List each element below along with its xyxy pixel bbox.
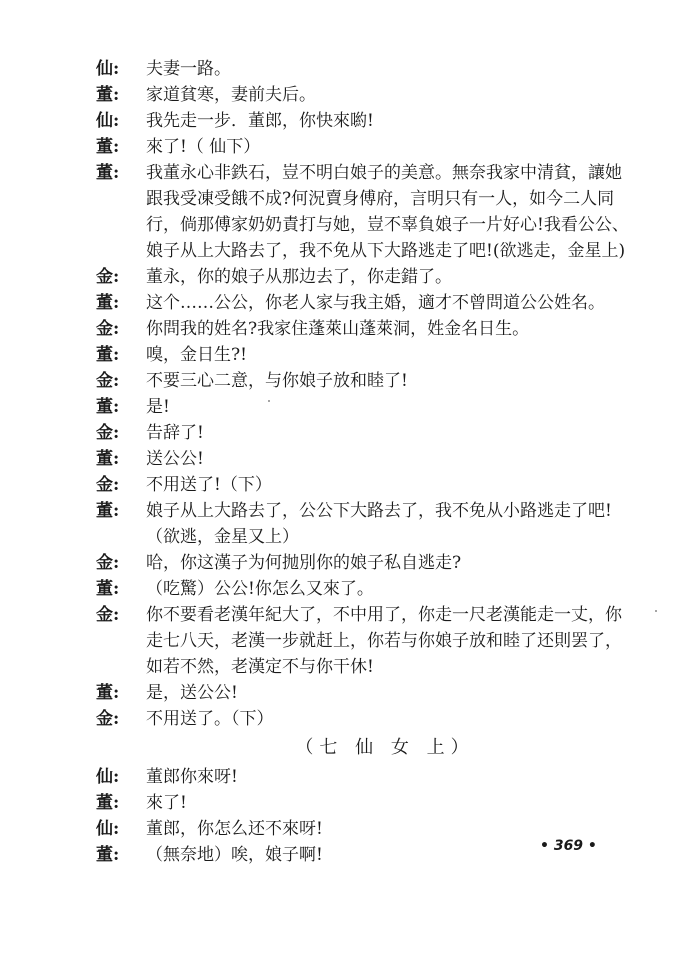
dialogue-text: [146, 680, 626, 706]
text-line: 不用送了!（下）: [146, 475, 272, 495]
dialogue-line: [96, 602, 626, 680]
scan-speck: [655, 610, 657, 612]
dialogue-line: [96, 56, 626, 82]
dialogue-block-1: [96, 56, 629, 732]
speaker-label: 董:: [96, 345, 120, 365]
dialogue-line: [96, 446, 626, 472]
dialogue-text: [146, 550, 626, 576]
text-line: 如若不然，老漢定不与你干休!: [146, 657, 374, 677]
dialogue-text: [146, 446, 626, 472]
speaker-label: 仙:: [96, 767, 120, 787]
speaker-label: 董:: [96, 845, 120, 865]
text-line: 董郎，你怎么还不來呀!: [146, 819, 323, 839]
dialogue-line: [96, 498, 626, 550]
text-line: 是!: [146, 397, 170, 417]
dialogue-line: [96, 264, 626, 290]
dialogue-text: [146, 134, 626, 160]
text-line: 不要三心二意，与你娘子放和睦了!: [146, 371, 408, 391]
text-line: 夫妻一路。: [146, 59, 231, 79]
speaker-label: 董:: [96, 397, 120, 417]
speaker-label: 董:: [96, 85, 120, 105]
speaker-label: 金:: [96, 475, 120, 495]
text-line: 來了!: [146, 793, 187, 813]
speaker-label: 董:: [96, 579, 120, 599]
dialogue-text: [146, 316, 626, 342]
dialogue-line: [96, 394, 626, 420]
dialogue-line: [96, 290, 626, 316]
dialogue-text: [146, 764, 626, 790]
dialogue-text: [146, 342, 626, 368]
text-line: 哈，你这漢子为何抛別你的娘子私自逃走?: [146, 553, 462, 573]
text-line: 不用送了。（下）: [146, 709, 274, 729]
dialogue-text: [146, 56, 626, 82]
speaker-label: 董:: [96, 293, 120, 313]
dialogue-text: [146, 790, 626, 816]
dialogue-text: [146, 160, 629, 264]
text-line: 你問我的姓名?我家住蓬萊山蓬萊洞，姓金名日生。: [146, 319, 530, 339]
dialogue-line: [96, 342, 626, 368]
script-body: [96, 56, 629, 868]
dialogue-line: [96, 134, 626, 160]
speaker-label: 金:: [96, 371, 120, 391]
dialogue-line: [96, 790, 626, 816]
text-line: 行，倘那傅家奶奶責打与她，豈不辜負娘子一片好心!我看公公、: [146, 215, 629, 235]
text-line: 走七八天，老漢一步就赶上，你若与你娘子放和睦了还則罢了，: [146, 631, 622, 651]
dialogue-text: [146, 472, 626, 498]
scan-speck: [268, 400, 270, 402]
dialogue-text: [146, 108, 626, 134]
text-line: 娘子从上大路去了，公公下大路去了，我不免从小路逃走了吧!: [146, 501, 612, 521]
dialogue-text: [146, 394, 626, 420]
dialogue-line: [96, 420, 626, 446]
speaker-label: 董:: [96, 137, 120, 157]
speaker-label: 董:: [96, 449, 120, 469]
speaker-label: 董:: [96, 501, 120, 521]
dialogue-line: [96, 316, 626, 342]
speaker-label: 金:: [96, 553, 120, 573]
dialogue-line: [96, 472, 626, 498]
dialogue-text: [146, 264, 626, 290]
text-line: （欲逃，金星又上）: [146, 527, 299, 547]
stage-heading: （七 仙 女 上）: [295, 737, 475, 758]
speaker-label: 金:: [96, 709, 120, 729]
speaker-label: 仙:: [96, 819, 120, 839]
text-line: 我先走一步．董郎，你快來喲!: [146, 111, 374, 131]
dialogue-text: [146, 82, 626, 108]
speaker-label: 董:: [96, 683, 120, 703]
text-line: 家道貧寒，妻前夫后。: [146, 85, 316, 105]
dialogue-text: [146, 290, 626, 316]
dialogue-line: [96, 82, 626, 108]
dialogue-line: [96, 550, 626, 576]
dialogue-line: [96, 680, 626, 706]
dialogue-text: [146, 368, 626, 394]
text-line: 娘子从上大路去了，我不免从下大路逃走了吧!(欲逃走，金星上): [146, 241, 626, 261]
dialogue-line: [96, 160, 629, 264]
dialogue-text: [146, 706, 626, 732]
text-line: 董永，你的娘子从那边去了，你走錯了。: [146, 267, 452, 287]
speaker-label: 金:: [96, 319, 120, 339]
text-line: 你不要看老漢年紀大了，不中用了，你走一尺老漢能走一丈，你: [146, 605, 622, 625]
text-line: 告辞了!: [146, 423, 204, 443]
page-number: • 369 •: [540, 838, 597, 854]
text-line: 嗅，金日生?!: [146, 345, 247, 365]
speaker-label: 金:: [96, 423, 120, 443]
text-line: 这个……公公，你老人家与我主婚，適才不曾問道公公姓名。: [146, 293, 605, 313]
dialogue-text: [146, 576, 626, 602]
dialogue-line: [96, 764, 626, 790]
speaker-label: 董:: [96, 793, 120, 813]
speaker-label: 金:: [96, 267, 120, 287]
text-line: 是，送公公!: [146, 683, 238, 703]
dialogue-text: [146, 498, 626, 550]
text-line: 跟我受凍受餓不成?何況賣身傅府，言明只有一人，如今二人同: [146, 189, 615, 209]
dialogue-text: [146, 420, 626, 446]
dialogue-line: [96, 108, 626, 134]
text-line: （吃驚）公公!你怎么又來了。: [146, 579, 374, 599]
text-line: 我董永心非鉄石，豈不明白娘子的美意。無奈我家中清貧，讓她: [146, 163, 622, 183]
speaker-label: 董:: [96, 163, 120, 183]
dialogue-text: [146, 602, 626, 680]
speaker-label: 仙:: [96, 111, 120, 131]
dialogue-line: [96, 368, 626, 394]
dialogue-line: [96, 576, 626, 602]
speaker-label: 金:: [96, 605, 120, 625]
text-line: （無奈地）唉，娘子啊!: [146, 845, 323, 865]
dialogue-line: [96, 706, 626, 732]
text-line: 董郎你來呀!: [146, 767, 238, 787]
speaker-label: 仙:: [96, 59, 120, 79]
text-line: 送公公!: [146, 449, 204, 469]
text-line: 來了!（ 仙下）: [146, 137, 261, 157]
